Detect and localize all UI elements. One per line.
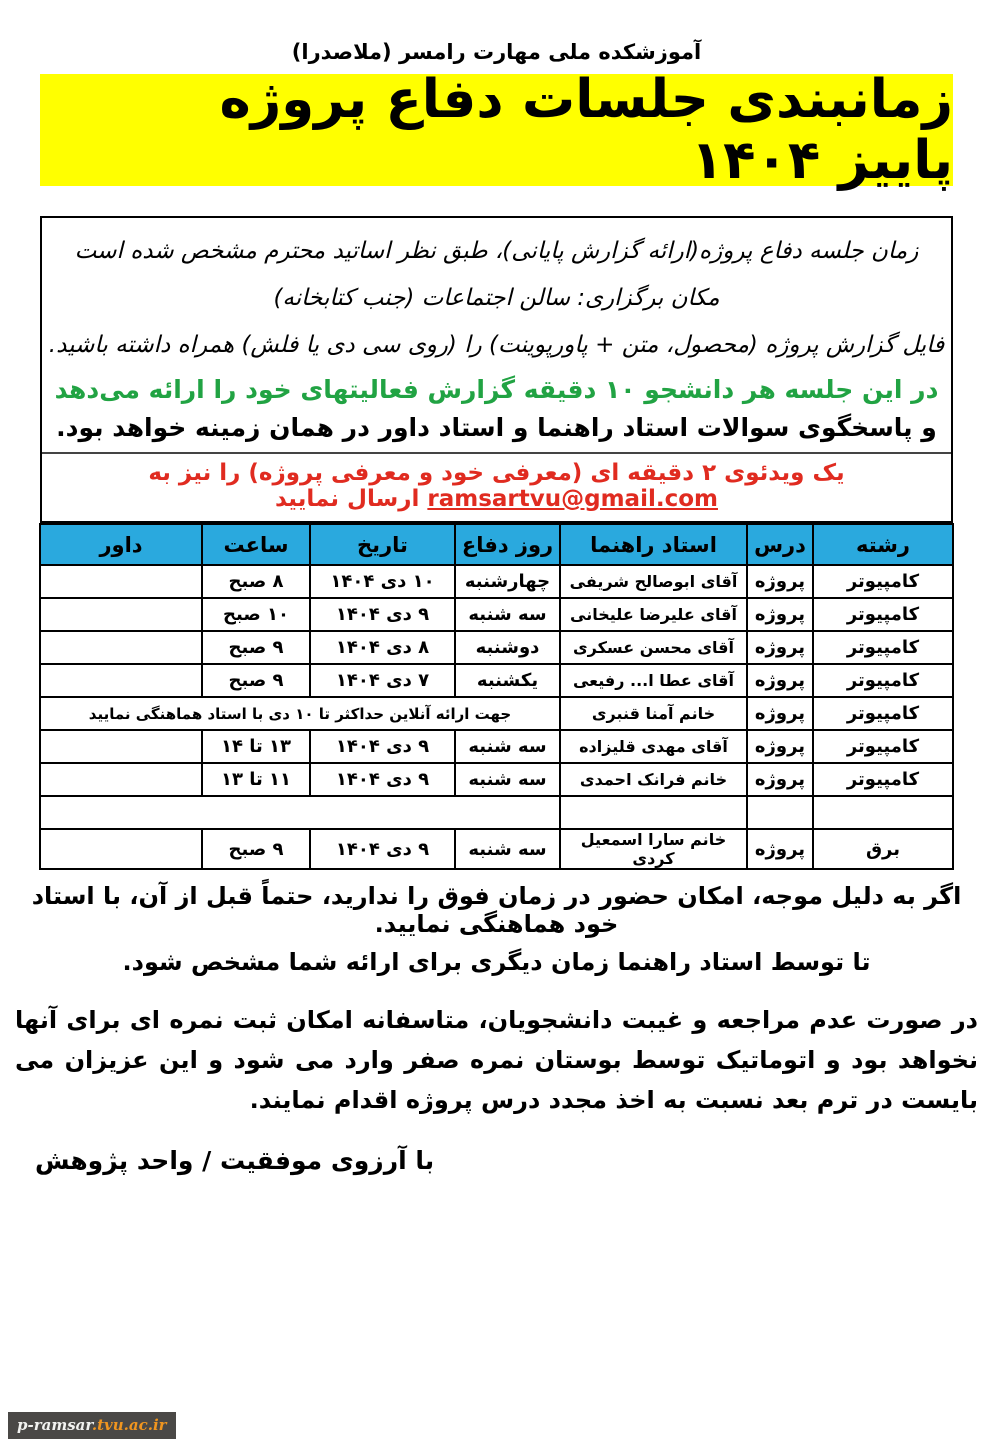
info-line-location: مکان برگزاری: سالن اجتماعات (جنب کتابخانه)	[273, 285, 720, 311]
cell-judge	[40, 763, 202, 796]
cell-day: سه شنبه	[455, 829, 560, 869]
cell-major: کامپیوتر	[813, 730, 953, 763]
cell-major: کامپیوتر	[813, 565, 953, 598]
cell-advisor	[560, 796, 747, 829]
info-line-session-time: زمان جلسه دفاع پروژه(ارائه گزارش پایانی)، طبق نظر اساتید محترم مشخص شده است	[74, 238, 919, 264]
table-row	[40, 598, 953, 631]
cell-advisor: آقای مهدی قلیزاده	[560, 730, 747, 763]
cell-course: پروژه	[747, 763, 813, 796]
coordination-warning-line1: اگر به دلیل موجه، امکان حضور در زمان فوق را ندارید، حتماً قبل از آن، با استاد خود هماهنگی نمایید.	[31, 882, 962, 938]
cell-day: سه شنبه	[455, 763, 560, 796]
cell-major: برق	[813, 829, 953, 869]
col-header-judge: داور	[40, 524, 202, 565]
cell-advisor: آقای علیرضا علیخانی	[560, 598, 747, 631]
cell-time: ۱۳ تا ۱۴	[202, 730, 310, 763]
table-row	[40, 763, 953, 796]
defense-schedule-table	[39, 523, 954, 870]
cell-date: ۱۰ دی ۱۴۰۴	[310, 565, 455, 598]
table-row	[40, 664, 953, 697]
cell-course: پروژه	[747, 598, 813, 631]
cell-course: پروژه	[747, 829, 813, 869]
cell-date: ۹ دی ۱۴۰۴	[310, 730, 455, 763]
info-line-qa: و پاسخگوی سوالات استاد راهنما و استاد داور در همان زمینه خواهد بود.	[56, 413, 937, 442]
table-row	[40, 565, 953, 598]
cell-advisor: خانم سارا اسمعیل کردی	[560, 829, 747, 869]
cell-judge	[40, 730, 202, 763]
signoff-research-unit: با آرزوی موفقیت / واحد پژوهش	[35, 1146, 435, 1175]
col-header-date: تاریخ	[310, 524, 455, 565]
cell-online-note: جهت ارائه آنلاین حداکثر تا ۱۰ دی با استاد هماهنگی نمایید	[40, 697, 560, 730]
table-row-empty	[40, 796, 953, 829]
watermark-site-name: p-ramsar	[17, 1416, 92, 1434]
col-header-major: رشته	[813, 524, 953, 565]
cell-advisor: خانم آمنا قنبری	[560, 697, 747, 730]
absence-consequence-note: در صورت عدم مراجعه و غیبت دانشجویان، متاسفانه امکان ثبت نمره ای برای آنها نخواهد بود و اتوماتیک توسط بوستان نمره صفر وارد می شود و این عزیزان می بایست در ترم بعد نسبت به اخذ مجدد درس پروژه اقدام نمایند.	[15, 1006, 978, 1114]
cell-judge	[40, 631, 202, 664]
cell-time: ۹ صبح	[202, 664, 310, 697]
info-line-presentation-duration: در این جلسه هر دانشجو ۱۰ دقیقه گزارش فعالیتهای خود را ارائه می‌دهد	[54, 375, 939, 404]
cell-course: پروژه	[747, 697, 813, 730]
cell-advisor: آقای محسن عسکری	[560, 631, 747, 664]
cell-course: پروژه	[747, 664, 813, 697]
email-link[interactable]: ramsartvu@gmail.com	[427, 486, 718, 512]
cell-time: ۹ صبح	[202, 631, 310, 664]
cell-date: ۹ دی ۱۴۰۴	[310, 829, 455, 869]
cell-time: ۱۰ صبح	[202, 598, 310, 631]
col-header-time: ساعت	[202, 524, 310, 565]
video-instruction-prefix: یک ویدئوی ۲ دقیقه ای (معرفی خود و معرفی پروژه) را نیز به	[148, 460, 845, 486]
col-header-course: درس	[747, 524, 813, 565]
table-row-online-note	[40, 697, 953, 730]
table-row	[40, 730, 953, 763]
page-title: زمانبندی جلسات دفاع پروژه پاییز ۱۴۰۴	[145, 69, 953, 191]
cell-date: ۹ دی ۱۴۰۴	[310, 763, 455, 796]
info-line-report-file: فایل گزارش پروژه (محصول، متن + پاورپوینت) را (روی سی دی یا فلش) همراه داشته باشید.	[48, 332, 945, 358]
cell-day: سه شنبه	[455, 598, 560, 631]
cell-advisor: خانم فرانک احمدی	[560, 763, 747, 796]
title-banner	[40, 69, 953, 191]
info-box	[40, 216, 953, 523]
cell-major: کامپیوتر	[813, 631, 953, 664]
cell-judge	[40, 829, 202, 869]
cell-major: کامپیوتر	[813, 697, 953, 730]
cell-judge	[40, 598, 202, 631]
cell-day: دوشنبه	[455, 631, 560, 664]
cell-empty-merged	[40, 796, 560, 829]
watermark-domain-suffix: .tvu.ac.ir	[91, 1416, 167, 1434]
cell-major: کامپیوتر	[813, 598, 953, 631]
cell-advisor: آقای عطا ا... رفیعی	[560, 664, 747, 697]
col-header-day: روز دفاع	[455, 524, 560, 565]
cell-day: سه شنبه	[455, 730, 560, 763]
cell-judge	[40, 664, 202, 697]
table-header-row	[40, 524, 953, 565]
coordination-warning-line2: تا توسط استاد راهنما زمان دیگری برای ارائه شما مشخص شود.	[122, 948, 871, 976]
footer-notes	[0, 882, 993, 1175]
cell-time: ۸ صبح	[202, 565, 310, 598]
cell-major	[813, 796, 953, 829]
cell-date: ۷ دی ۱۴۰۴	[310, 664, 455, 697]
video-instruction-line	[42, 452, 951, 521]
cell-course: پروژه	[747, 565, 813, 598]
cell-course	[747, 796, 813, 829]
cell-advisor: آقای ابوصالح شریفی	[560, 565, 747, 598]
cell-date: ۸ دی ۱۴۰۴	[310, 631, 455, 664]
cell-day: یکشنبه	[455, 664, 560, 697]
video-instruction-suffix: ارسال نمایید	[275, 486, 428, 512]
col-header-advisor: استاد راهنما	[560, 524, 747, 565]
cell-course: پروژه	[747, 730, 813, 763]
document-page	[0, 40, 993, 1444]
table-row	[40, 631, 953, 664]
cell-time: ۹ صبح	[202, 829, 310, 869]
cell-day: چهارشنبه	[455, 565, 560, 598]
cell-course: پروژه	[747, 631, 813, 664]
org-name: آموزشکده ملی مهارت رامسر (ملاصدرا)	[291, 40, 702, 64]
cell-date: ۹ دی ۱۴۰۴	[310, 598, 455, 631]
cell-major: کامپیوتر	[813, 664, 953, 697]
site-watermark	[8, 1412, 176, 1439]
cell-time: ۱۱ تا ۱۳	[202, 763, 310, 796]
table-row	[40, 829, 953, 869]
cell-judge	[40, 565, 202, 598]
cell-major: کامپیوتر	[813, 763, 953, 796]
